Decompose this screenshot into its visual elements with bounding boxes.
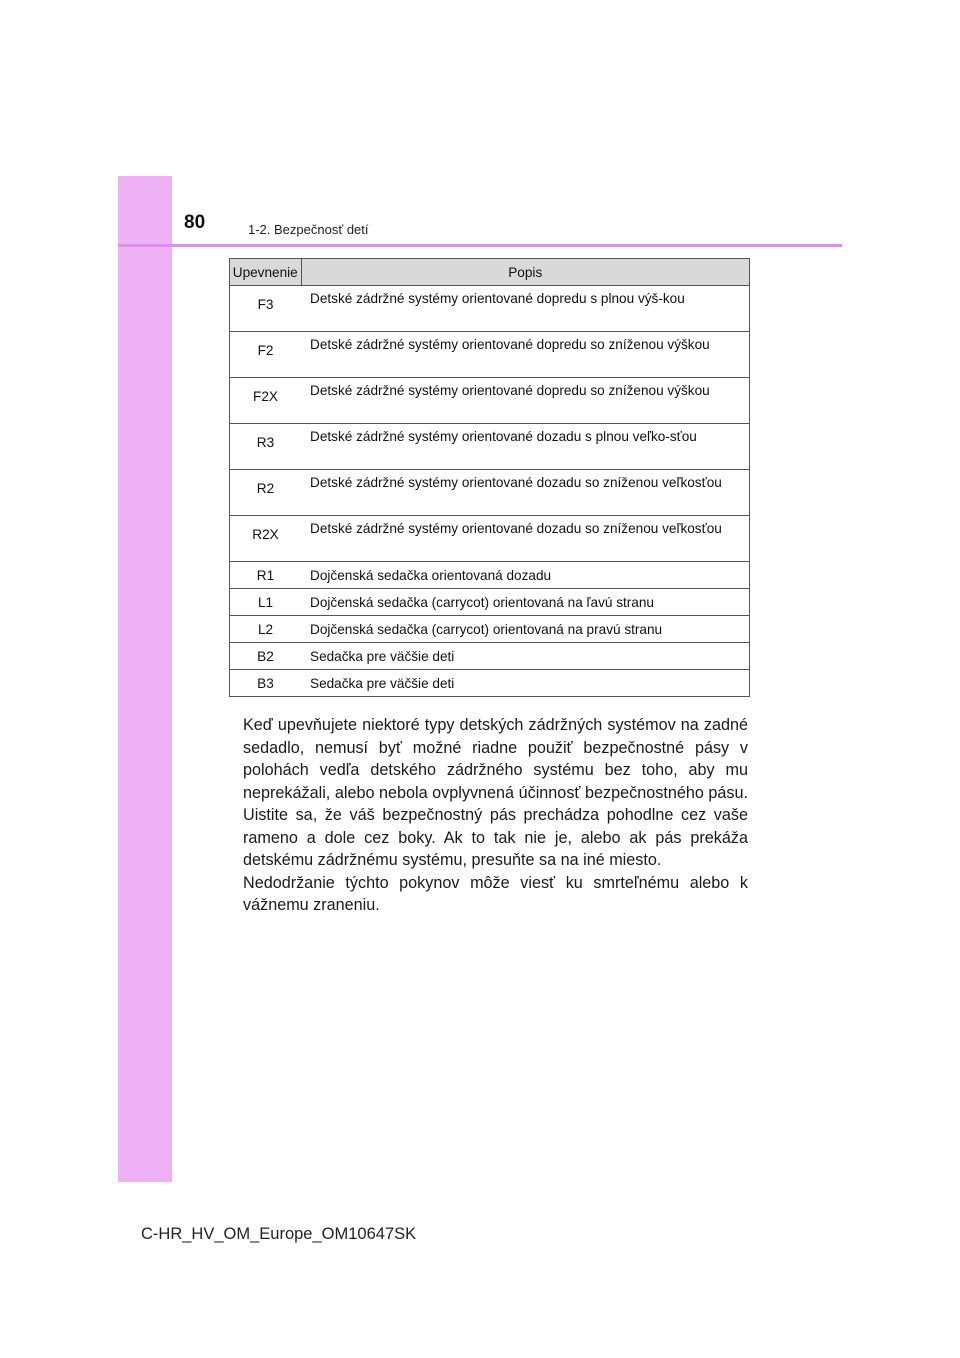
fixation-code: F3	[230, 286, 302, 332]
page-number: 80	[184, 212, 206, 233]
fixation-description: Dojčenská sedačka (carrycot) orientovaná na pravú stranu	[301, 616, 750, 643]
fixation-description: Detské zádržné systémy orientované dopredu so zníženou výškou	[301, 378, 750, 424]
header-divider	[118, 244, 842, 247]
fixation-code: B3	[230, 670, 302, 697]
fixation-code: R1	[230, 562, 302, 589]
fixation-description: Sedačka pre väčšie deti	[301, 643, 750, 670]
side-color-band	[118, 176, 172, 1182]
table-row	[230, 616, 750, 643]
restraint-table	[229, 258, 750, 697]
fixation-description: Sedačka pre väčšie deti	[301, 670, 750, 697]
table-row	[230, 562, 750, 589]
fixation-code: F2	[230, 332, 302, 378]
table-row	[230, 332, 750, 378]
document-code: C-HR_HV_OM_Europe_OM10647SK	[141, 1225, 417, 1243]
fixation-description: Detské zádržné systémy orientované dopredu so zníženou výškou	[301, 332, 750, 378]
fixation-code: F2X	[230, 378, 302, 424]
table-header-row	[230, 259, 750, 286]
table-row	[230, 516, 750, 562]
section-title: 1-2. Bezpečnosť detí	[248, 222, 369, 237]
table-row	[230, 286, 750, 332]
fixation-code: B2	[230, 643, 302, 670]
warning-paragraph: Keď upevňujete niektoré typy detských zádržných systémov na zadné sedadlo, nemusí byť možné riadne použiť bezpečnostné pásy v polohách vedľa detského zádržného systému bez toho, aby mu neprekážali, alebo nebola ovplyvnená účinnosť bezpečnostného pásu. Uistite sa, že váš bezpečnostný pás prechádza pohodlne cez vaše rameno a dole cez boky. Ak to tak nie je, alebo ak pás prekáža detskému zádržnému systému, presuňte sa na iné miesto.	[243, 716, 748, 869]
fixation-description: Detské zádržné systémy orientované dopredu s plnou výš-kou	[301, 286, 750, 332]
table-row	[230, 643, 750, 670]
fixation-code: R2X	[230, 516, 302, 562]
fixation-description: Dojčenská sedačka (carrycot) orientovaná na ľavú stranu	[301, 589, 750, 616]
column-header-fixation: Upevnenie	[230, 259, 302, 286]
table-row	[230, 470, 750, 516]
warning-paragraph: Nedodržanie týchto pokynov môže viesť ku smrteľnému alebo k vážnemu zraneniu.	[243, 873, 748, 914]
table-row	[230, 424, 750, 470]
fixation-description: Detské zádržné systémy orientované dozadu s plnou veľko-sťou	[301, 424, 750, 470]
column-header-description: Popis	[301, 259, 750, 286]
table-row	[230, 670, 750, 697]
fixation-description: Detské zádržné systémy orientované dozadu so zníženou veľkosťou	[301, 470, 750, 516]
fixation-code: R3	[230, 424, 302, 470]
warning-text	[243, 714, 748, 917]
table-row	[230, 378, 750, 424]
fixation-code: L2	[230, 616, 302, 643]
table-row	[230, 589, 750, 616]
fixation-description: Detské zádržné systémy orientované dozadu so zníženou veľkosťou	[301, 516, 750, 562]
fixation-code: L1	[230, 589, 302, 616]
fixation-description: Dojčenská sedačka orientovaná dozadu	[301, 562, 750, 589]
fixation-code: R2	[230, 470, 302, 516]
